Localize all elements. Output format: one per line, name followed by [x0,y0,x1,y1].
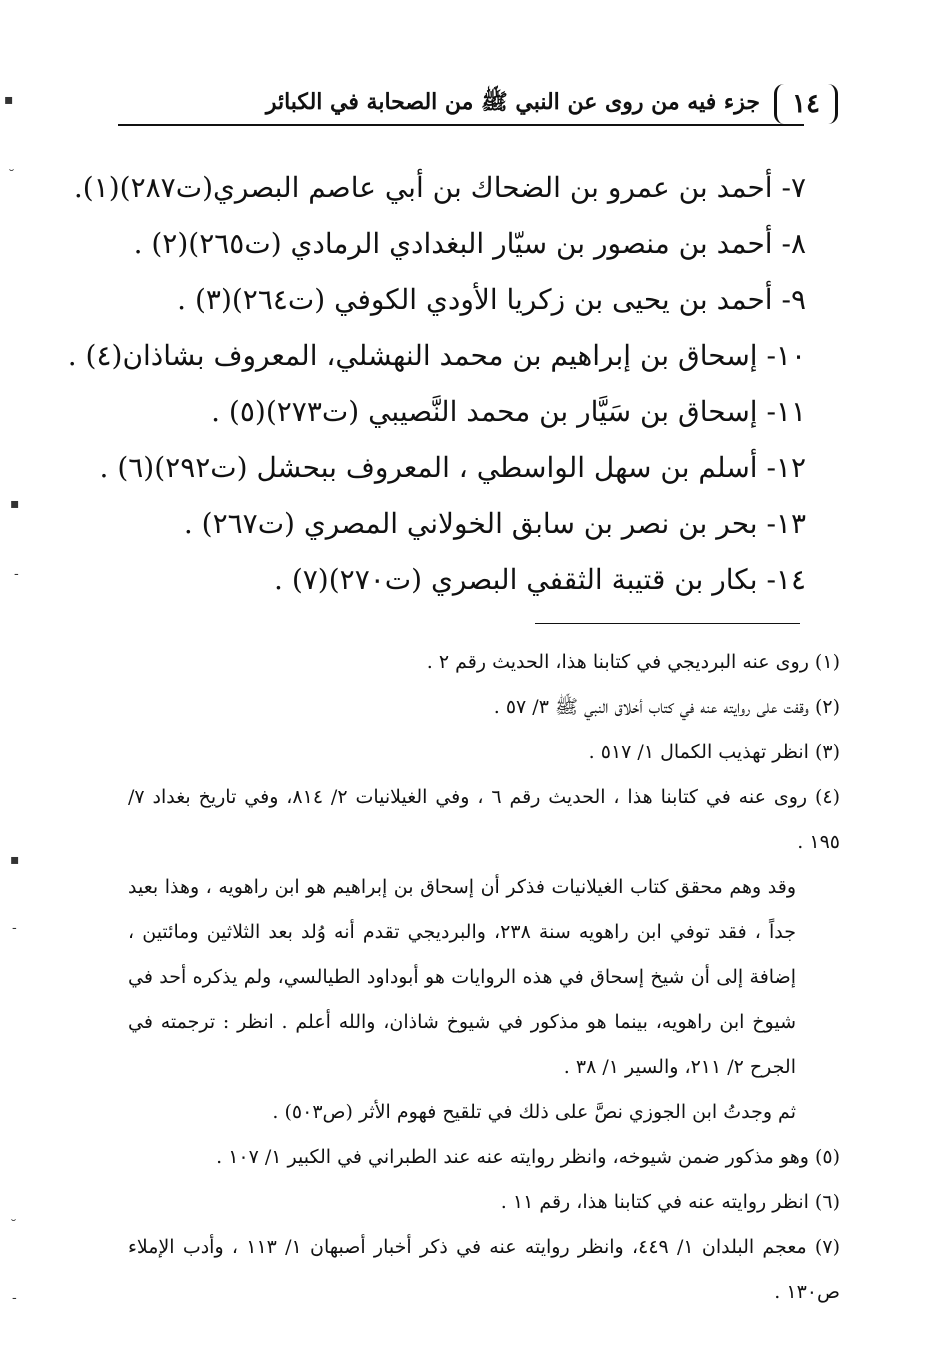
scan-speck: - [14,566,19,582]
footnote: (٢) وقفت على روايته عنه في كتاب أخلاق النبي ﷺ ٣/ ٥٧ . [493,696,840,718]
list-item: ١٠- إسحاق بن إبراهيم بن محمد النهشلي، المعروف بشاذان(٤) . [67,339,806,372]
footnote: (٦) انظر روايته عنه في كتابنا هذا، رقم ١١ . [500,1191,840,1213]
list-item: ١٣- بحر بن نصر بن سابق الخولاني المصري (ت٢٦٧) . [183,507,806,540]
page-header [118,82,838,128]
scan-speck: - [12,1290,17,1306]
list-item: ٩- أحمد بن يحيى بن زكريا الأودي الكوفي (ت٢٦٤)(٣) . [177,283,806,316]
narrator-list [68,160,806,608]
list-item: ١١- إسحاق بن سَيَّار بن محمد النَّصيبي (ت٢٧٣)(٥) . [211,395,806,428]
scan-speck: ˘ [8,168,15,184]
scan-speck: - [12,920,17,936]
page-number: ١٤ [774,84,838,124]
list-item: ٨- أحمد بن منصور بن سيّار البغدادي الرمادي (ت٢٦٥)(٢) . [133,227,806,260]
scan-speck: ▪ [4,92,14,108]
footnote: (١) روى عنه البرديجي في كتابنا هذا، الحديث رقم ٢ . [426,651,840,673]
footnote: (٤) روى عنه في كتابنا هذا ، الحديث رقم ٦ ، وفي الغيلانيات ٢/ ٨١٤، وفي تاريخ بغداد ٧/ ١٩٥ . [128,786,841,853]
footnote: (٧) معجم البلدان ١/ ٤٤٩، وانظر روايته عنه في ذكر أخبار أصبهان ١/ ١١٣ ، وأدب الإملاء ص١٣٠ . [128,1236,840,1303]
list-item: ١٤- بكار بن قتيبة الثقفي البصري (ت٢٧٠)(٧) . [274,563,806,596]
list-item: ١٢- أسلم بن سهل الواسطي ، المعروف ببحشل (ت٢٩٢)(٦) . [99,451,806,484]
footnotes [128,640,840,1315]
scan-speck: ▪ [10,852,20,868]
running-title: جزء فيه من روى عن النبي ﷺ من الصحابة في الكبائر [265,89,760,115]
footnote-separator [535,623,800,624]
footnote: (٥) وهو مذكور ضمن شيوخه، وانظر روايته عنه عند الطبراني في الكبير ١/ ١٠٧ . [216,1146,840,1168]
scan-speck: ˘ [10,1218,17,1234]
footnote: (٣) انظر تهذيب الكمال ١/ ٥١٧ . [588,741,840,763]
list-item: ٧- أحمد بن عمرو بن الضحاك بن أبي عاصم البصري(ت٢٨٧)(١). [73,171,806,204]
scan-speck: ▪ [10,496,20,512]
footnote-continuation: ثم وجدتُ ابن الجوزي نصَّ على ذلك في تلقيح فهوم الأثر (ص٥٠٣) . [272,1101,796,1123]
footnote-continuation: وقد وهم محقق كتاب الغيلانيات فذكر أن إسحاق بن إبراهيم هو ابن راهويه ، وهذا بعيد جداً ، فقد توفي ابن راهويه سنة ٢٣٨، والبرديجي تقدم أنه وُلد بعد الثلاثين ومائتين ، إضافة إلى أن شيخ إسحاق في هذه الروايات هو أبوداود الطيالسي، ولم يذكره أحد في شيوخ ابن راهويه، بينما هو مذكور في شيوخ شاذان، والله أعلم . انظر : ترجمته في الجرح ٢/ ٢١١، والسير ١/ ٣٨ . [128,876,796,1078]
header-rule [118,124,804,126]
